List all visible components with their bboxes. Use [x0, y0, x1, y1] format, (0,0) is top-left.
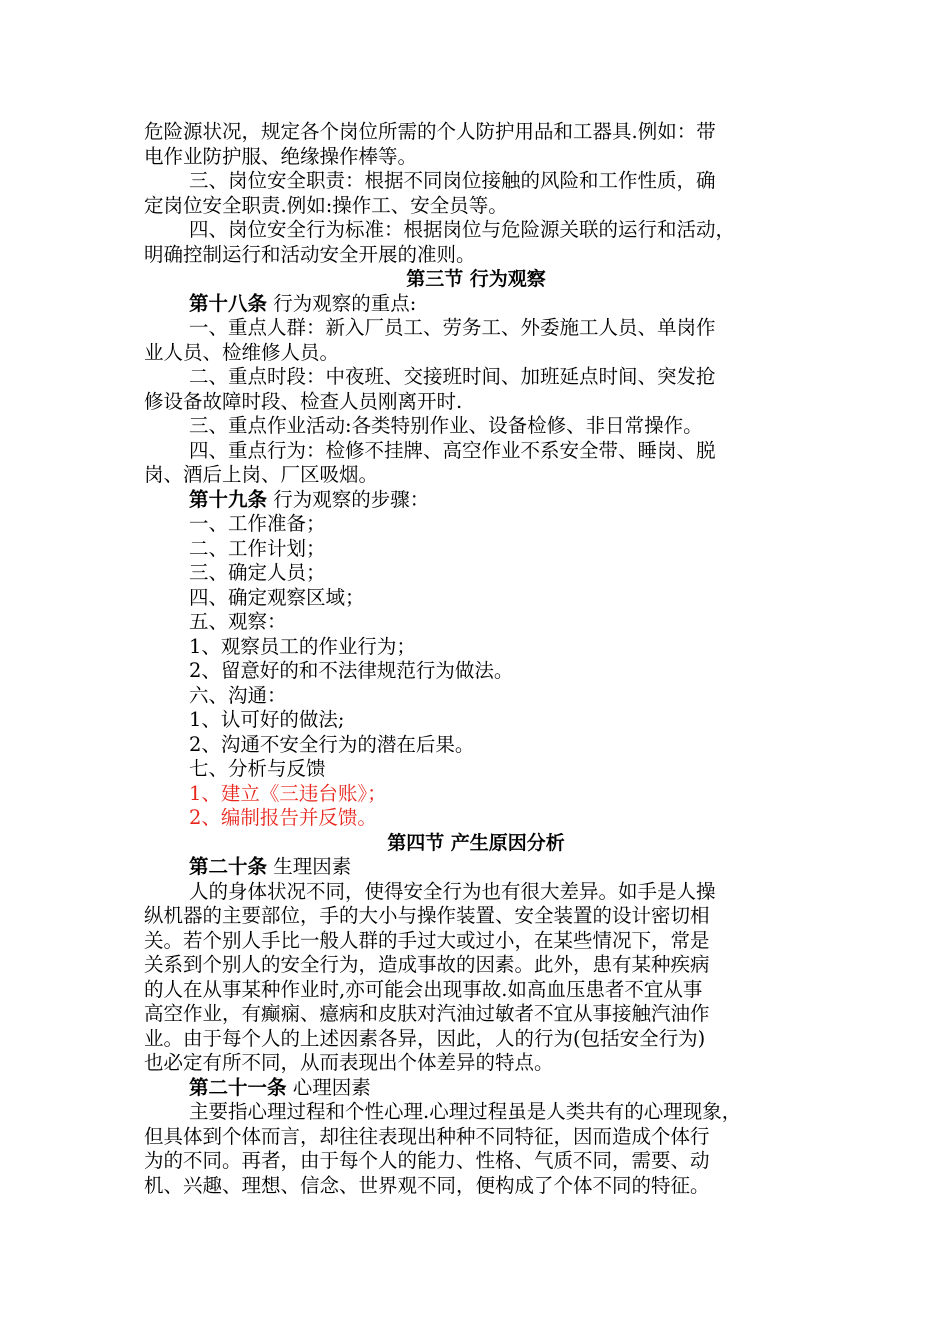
text-line: 电作业防护服、绝缘操作棒等。 — [144, 144, 418, 168]
text-line: 三、重点作业活动:各类特别作业、设备检修、非日常操作。 — [189, 414, 703, 437]
text-line: 为的不同。再者，由于每个人的能力、性格、气质不同，需要、动 — [144, 1149, 710, 1172]
text-line: 高空作业，有癫痫、癔病和皮肤对汽油过敏者不宜从事接触汽油作 — [144, 1002, 710, 1025]
highlighted-list-item: 1、建立《三违台账》； — [189, 781, 387, 805]
text-line: 关系到个别人的安全行为，造成事故的因素。此外，患有某种疾病 — [144, 953, 710, 976]
text-line: 业人员、检维修人员。 — [144, 340, 340, 364]
list-item: 四、确定观察区域； — [189, 585, 365, 609]
article-20 — [144, 855, 808, 880]
article-title: 行为观察的重点: — [267, 291, 417, 315]
highlighted-list-item: 2、编制报告并反馈。 — [189, 806, 377, 829]
text-line: 四、岗位安全行为标准：根据岗位与危险源关联的运行和活动， — [189, 218, 736, 241]
text-line: 二、重点时段：中夜班、交接班时间、加班延点时间、突发抢 — [189, 365, 716, 388]
text-line: 纵机器的主要部位，手的大小与操作装置、安全装置的设计密切相 — [144, 904, 710, 927]
article-18 — [144, 292, 808, 317]
article-label: 第十八条 — [189, 291, 268, 315]
text-line: 定岗位安全职责.例如:操作工、安全员等。 — [144, 193, 508, 217]
article-label: 第十九条 — [189, 487, 268, 511]
text-line: 三、岗位安全职责：根据不同岗位接触的风险和工作性质，确 — [189, 169, 716, 192]
list-item: 七、分析与反馈 — [189, 757, 326, 780]
text-line: 四、重点行为：检修不挂牌、高空作业不系安全带、睡岗、脱 — [189, 438, 716, 462]
text-line: 一、重点人群：新入厂员工、劳务工、外委施工人员、单岗作 — [189, 316, 716, 339]
list-item: 1、认可好的做法; — [189, 708, 345, 731]
article-title: 行为观察的步骤： — [267, 487, 430, 511]
text-line: 业。由于每个人的上述因素各异，因此，人的行为(包括安全行为) — [144, 1026, 706, 1050]
article-19 — [144, 488, 808, 513]
text-line: 也必定有所不同，从而表现出个体差异的特点。 — [144, 1051, 554, 1074]
list-item: 二、工作计划； — [189, 536, 326, 560]
section-heading: 第四节 产生原因分析 — [387, 831, 565, 854]
article-title: 心理因素 — [286, 1075, 371, 1099]
text-line: 但具体到个体而言，却往往表现出种种不同特征，因而造成个体行 — [144, 1124, 710, 1148]
document-page — [144, 120, 808, 1198]
article-title: 生理因素 — [267, 855, 352, 878]
list-item: 2、留意好的和不法律规范行为做法。 — [189, 659, 514, 682]
list-item: 2、沟通不安全行为的潜在后果。 — [189, 732, 475, 756]
text-line: 人的身体状况不同，使得安全行为也有很大差异。如手是人操 — [189, 879, 716, 903]
text-line: 机、兴趣、理想、信念、世界观不同，便构成了个体不同的特征。 — [144, 1173, 710, 1197]
section-heading: 第三节 行为观察 — [406, 268, 546, 290]
text-line: 关。若个别人手比一般人群的手过大或过小，在某些情况下，常是 — [144, 928, 710, 952]
text-line: 明确控制运行和活动安全开展的准则。 — [144, 242, 476, 266]
article-label: 第二十一条 — [189, 1075, 287, 1099]
article-21 — [144, 1076, 808, 1101]
text-line: 岗、酒后上岗、厂区吸烟。 — [144, 463, 379, 486]
text-line: 修设备故障时段、检查人员刚离开时. — [144, 389, 463, 413]
text-line: 危险源状况，规定各个岗位所需的个人防护用品和工器具.例如：带 — [144, 120, 716, 143]
list-item: 三、确定人员； — [189, 561, 326, 584]
text-line: 主要指心理过程和个性心理.心理过程虽是人类共有的心理现象， — [189, 1100, 742, 1123]
article-label: 第二十条 — [189, 855, 268, 878]
list-item: 1、观察员工的作业行为； — [189, 634, 416, 658]
list-item: 六、沟通： — [189, 683, 287, 707]
text-line: 的人在从事某种作业时,亦可能会出现事故.如高血压患者不宜从事 — [144, 977, 703, 1001]
list-item: 一、工作准备； — [189, 512, 326, 535]
list-item: 五、观察： — [189, 610, 287, 633]
